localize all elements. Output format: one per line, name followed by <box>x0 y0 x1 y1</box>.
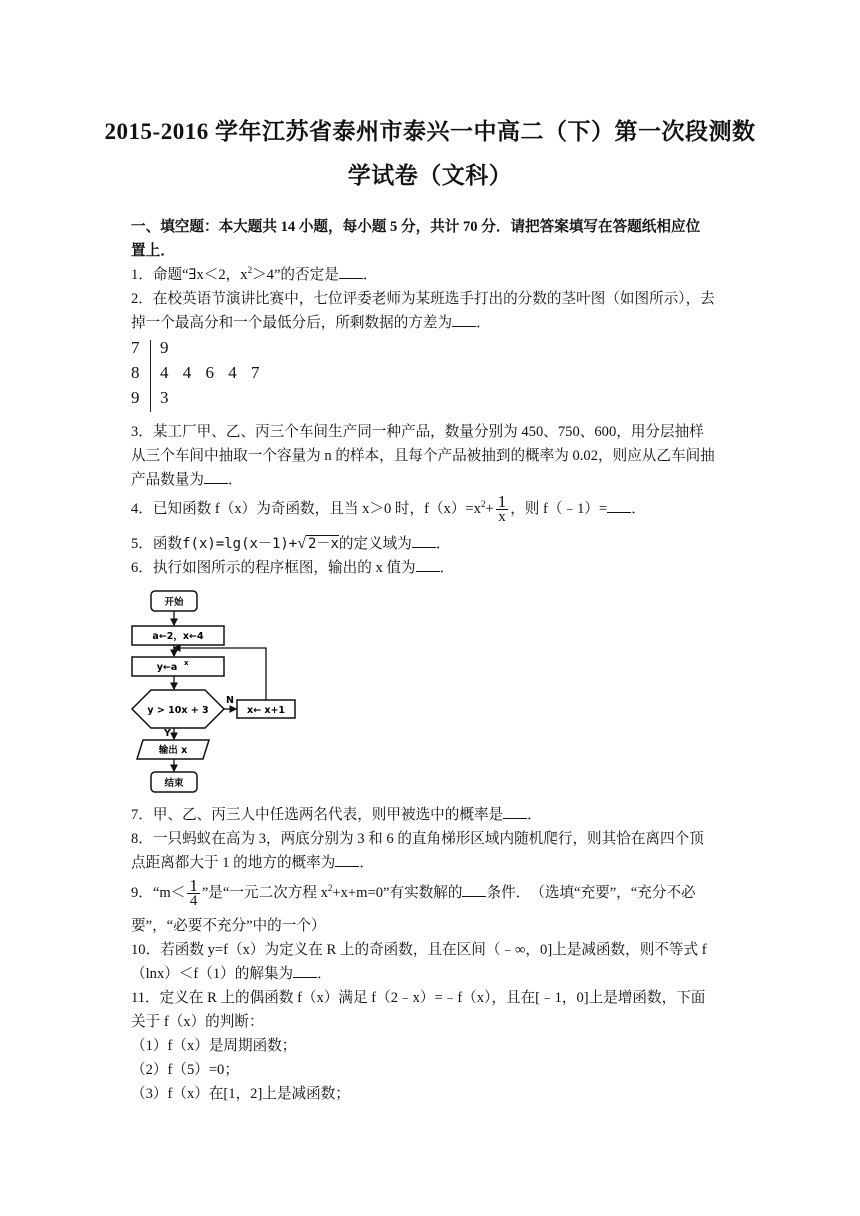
fraction <box>496 494 509 525</box>
question-3 <box>131 420 731 492</box>
q2-line2: 掉一个最高分和一个最低分后，所剩数据的方差为 <box>131 315 453 331</box>
q5-end: ． <box>435 536 451 552</box>
q11-item2: （2）f（5）=0； <box>131 1062 239 1078</box>
q2-end: ． <box>476 315 491 331</box>
q4-sup: 2 <box>480 499 486 509</box>
flow-end-label: 结束 <box>164 778 184 789</box>
q3-line3: 产品数量为 <box>131 472 204 488</box>
question-5 <box>131 532 731 556</box>
fraction-numerator: 1 <box>189 876 198 896</box>
flow-assign-label: y←a <box>156 662 178 673</box>
flow-init-label: a←2，x←4 <box>152 631 204 642</box>
q5-formula: f(x)=lg(x－1)+ <box>182 536 298 552</box>
section-heading-line2: 置上． <box>131 243 175 259</box>
fraction <box>187 878 200 909</box>
question-4 <box>131 494 731 525</box>
stem: 7 <box>131 338 140 357</box>
q4-end: ． <box>631 501 646 517</box>
answer-blank[interactable] <box>416 557 440 572</box>
sqrt-radicand: 2－x <box>308 536 339 552</box>
q10-line1: 10．若函数 y=f（x）为定义在 R 上的奇函数，且在区间（﹣∞，0]上是减函数，则不等式 f <box>131 942 707 958</box>
q4-plus: + <box>485 501 494 517</box>
q11-item3: （3）f（x）在[1，2]上是减函数； <box>131 1086 350 1102</box>
flow-no-label: N <box>226 695 234 706</box>
q1-text-a: 1．命题“∃x＜2，x <box>131 267 248 283</box>
stem-leaf-plot <box>131 338 265 414</box>
flow-assign-exponent: x <box>184 659 189 667</box>
question-9-line2 <box>131 914 731 938</box>
question-10 <box>131 938 731 986</box>
q9-text-c: +x+m=0”有实数解的 <box>332 885 463 901</box>
question-1 <box>131 263 731 287</box>
q11-line1: 11．定义在 R 上的偶函数 f（x）满足 f（2﹣x）=﹣f（x），且在[﹣1，0]上是增函数，下面 <box>131 990 706 1006</box>
section-heading-line1: 一、填空题：本大题共 14 小题，每小题 5 分，共计 70 分．请把答案填写在答题纸相应位 <box>131 219 701 235</box>
q5-text-a: 5．函数 <box>131 536 183 552</box>
exam-title-line2: 学试卷（文科） <box>347 163 513 188</box>
program-flowchart <box>127 585 317 797</box>
flow-output-label: 输出 x <box>158 745 188 756</box>
answer-blank[interactable] <box>462 882 486 897</box>
answer-blank[interactable] <box>452 312 476 327</box>
q11-item1: （1）f（x）是周期函数； <box>131 1038 297 1054</box>
question-6 <box>131 556 731 580</box>
question-7 <box>131 803 731 827</box>
answer-blank[interactable] <box>293 963 317 978</box>
q9-text-d: 条件． （选填“充要”，“充分不必 <box>486 885 696 901</box>
answer-blank[interactable] <box>335 852 359 867</box>
q9-line2: 要”，“必要不充分”中的一个） <box>131 918 326 934</box>
fraction-denominator: 4 <box>189 893 198 910</box>
q7-text: 7．甲、乙、丙三人中任选两名代表，则甲被选中的概率是 <box>131 807 504 823</box>
q9-text-a: 9．“m＜ <box>131 885 186 901</box>
fraction-numerator: 1 <box>497 492 507 512</box>
exam-title-line1: 2015-2016 学年江苏省泰州市泰兴一中高二（下）第一次段测数 <box>104 119 756 144</box>
q1-sup: 2 <box>247 265 253 275</box>
leaves: 9 <box>160 338 174 357</box>
q7-end: ． <box>527 807 542 823</box>
q2-line1: 2．在校英语节演讲比赛中，七位评委老师为某班选手打出的分数的茎叶图（如图所示），去 <box>131 291 715 307</box>
stem-leaf-divider <box>150 340 151 412</box>
answer-blank[interactable] <box>339 264 363 279</box>
q1-text-b: ＞4”的否定是 <box>252 267 339 283</box>
flow-yes-label: Y <box>164 728 171 739</box>
q3-end: ． <box>227 472 243 488</box>
question-8 <box>131 827 731 875</box>
q3-line1: 3．某工厂甲、乙、丙三个车间生产同一种产品，数量分别为 450、750、600，用分层抽样 <box>131 424 704 440</box>
stem: 9 <box>131 388 140 407</box>
answer-blank[interactable] <box>412 533 436 548</box>
q4-text-a: 4．已知函数 f（x）为奇函数，且当 x＞0 时，f（x）=x <box>131 501 481 517</box>
q5-text-b: 的定义域为 <box>338 536 412 552</box>
leaves: 4 4 6 4 7 <box>160 363 265 382</box>
q1-end: ． <box>362 267 378 283</box>
section-heading <box>131 215 731 263</box>
q10-line2: （lnx）＜f（1）的解集为 <box>131 966 294 982</box>
q8-end: ． <box>359 855 374 871</box>
stem: 8 <box>131 363 140 382</box>
answer-blank[interactable] <box>607 498 631 513</box>
q11-line2: 关于 f（x）的判断： <box>131 1014 264 1030</box>
q8-line1: 8．一只蚂蚁在高为 3，两底分别为 3 和 6 的直角梯形区域内随机爬行，则其恰在离四个顶 <box>131 831 704 847</box>
q8-line2: 点距离都大于 1 的地方的概率为 <box>131 855 336 871</box>
q6-text: 6．执行如图所示的程序框图，输出的 x 值为 <box>131 560 416 576</box>
q6-end: ． <box>439 560 455 576</box>
q9-text-b: ”是“一元二次方程 x <box>201 885 328 901</box>
q4-text-b: ，则 f（﹣1）= <box>510 501 608 517</box>
q10-end: ． <box>317 966 332 982</box>
flow-start-label: 开始 <box>164 597 184 608</box>
leaves: 3 <box>160 388 174 407</box>
flow-decision-label: y > 10x + 3 <box>147 705 209 716</box>
q3-line2: 从三个车间中抽取一个容量为 n 的样本，且每个产品被抽到的概率为 0.02，则应从乙车间抽 <box>131 448 715 464</box>
question-9 <box>131 876 731 910</box>
question-2 <box>131 287 731 335</box>
sqrt-sign: √ <box>297 535 307 552</box>
flow-update-label: x← x+1 <box>246 705 286 716</box>
fraction-denominator: x <box>498 509 506 526</box>
flow-assign-box <box>132 657 224 676</box>
q9-sup: 2 <box>327 883 333 893</box>
answer-blank[interactable] <box>503 804 527 819</box>
answer-blank[interactable] <box>204 469 228 484</box>
question-11 <box>131 986 731 1106</box>
